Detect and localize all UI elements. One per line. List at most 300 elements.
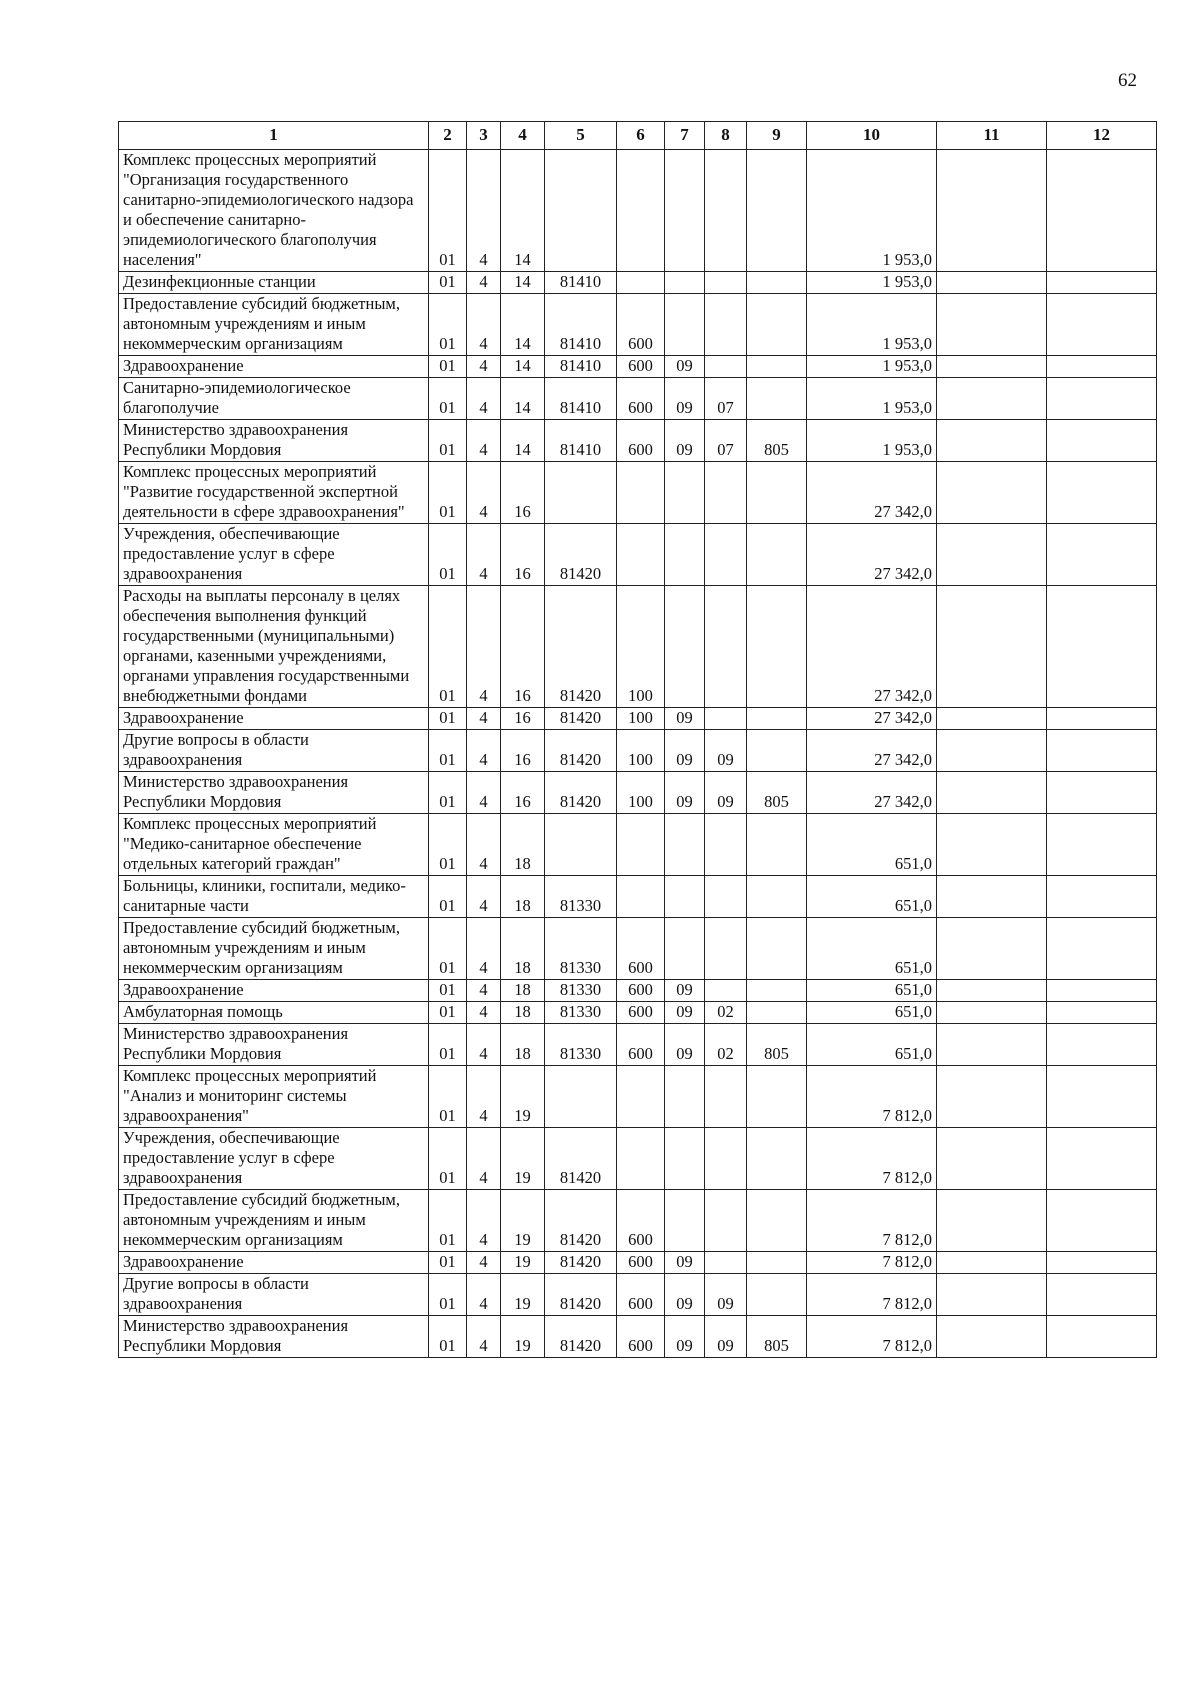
code-cell: 16 [501,708,545,730]
item-name: Комплекс процессных мероприятий "Медико-санитарное обеспечение отдельных категорий граждан" [119,814,429,876]
code-cell [747,356,807,378]
column-header: 2 [429,122,467,150]
code-cell: 4 [467,586,501,708]
item-name: Здравоохранение [119,708,429,730]
code-cell [545,814,617,876]
code-cell: 805 [747,772,807,814]
amount-cell [937,918,1047,980]
amount-cell [937,1190,1047,1252]
code-cell [747,1252,807,1274]
code-cell: 600 [617,294,665,356]
code-cell [705,462,747,524]
amount-cell [937,524,1047,586]
code-cell [665,462,705,524]
code-cell: 81420 [545,1190,617,1252]
table-row [119,1190,1157,1252]
code-cell [705,356,747,378]
code-cell: 81420 [545,586,617,708]
amount-cell: 7 812,0 [807,1190,937,1252]
code-cell: 18 [501,980,545,1002]
code-cell: 4 [467,420,501,462]
code-cell [747,918,807,980]
item-name: Другие вопросы в области здравоохранения [119,730,429,772]
code-cell: 100 [617,772,665,814]
code-cell: 09 [665,1002,705,1024]
code-cell: 4 [467,524,501,586]
amount-cell: 1 953,0 [807,378,937,420]
code-cell: 02 [705,1024,747,1066]
table-body [119,150,1157,1358]
code-cell: 4 [467,1274,501,1316]
amount-cell [937,462,1047,524]
code-cell: 09 [705,1274,747,1316]
code-cell: 4 [467,294,501,356]
amount-cell [1047,980,1157,1002]
code-cell: 01 [429,272,467,294]
code-cell: 4 [467,1316,501,1358]
code-cell: 01 [429,1274,467,1316]
code-cell: 81420 [545,1274,617,1316]
table-row [119,356,1157,378]
code-cell: 09 [665,730,705,772]
code-cell: 4 [467,272,501,294]
amount-cell: 1 953,0 [807,420,937,462]
page-number: 62 [1118,70,1137,91]
code-cell [705,708,747,730]
code-cell [545,462,617,524]
amount-cell [937,150,1047,272]
code-cell: 18 [501,814,545,876]
code-cell [665,524,705,586]
code-cell: 09 [705,730,747,772]
code-cell: 18 [501,1002,545,1024]
table-row [119,1252,1157,1274]
item-name: Амбулаторная помощь [119,1002,429,1024]
amount-cell [1047,356,1157,378]
code-cell: 14 [501,150,545,272]
code-cell: 100 [617,730,665,772]
table-row [119,294,1157,356]
code-cell: 09 [705,772,747,814]
item-name: Комплекс процессных мероприятий "Развитие государственной экспертной деятельности в сфере здравоохранения" [119,462,429,524]
code-cell [747,1274,807,1316]
code-cell: 09 [665,1274,705,1316]
amount-cell: 651,0 [807,814,937,876]
code-cell: 600 [617,1316,665,1358]
code-cell [747,730,807,772]
code-cell [665,876,705,918]
code-cell: 16 [501,586,545,708]
code-cell: 19 [501,1190,545,1252]
table-row [119,378,1157,420]
amount-cell: 1 953,0 [807,272,937,294]
code-cell: 81410 [545,356,617,378]
header-row [119,122,1157,150]
code-cell: 19 [501,1066,545,1128]
code-cell [617,876,665,918]
code-cell [705,814,747,876]
item-name: Здравоохранение [119,356,429,378]
code-cell: 01 [429,150,467,272]
code-cell: 01 [429,378,467,420]
amount-cell: 27 342,0 [807,772,937,814]
code-cell: 805 [747,420,807,462]
budget-table [118,121,1157,1358]
code-cell: 805 [747,1024,807,1066]
code-cell: 4 [467,1024,501,1066]
code-cell: 09 [665,378,705,420]
code-cell: 01 [429,708,467,730]
amount-cell [937,1128,1047,1190]
item-name: Предоставление субсидий бюджетным, автономным учреждениям и иным некоммерческим организациям [119,1190,429,1252]
code-cell [747,1190,807,1252]
code-cell: 4 [467,730,501,772]
item-name: Учреждения, обеспечивающие предоставление услуг в сфере здравоохранения [119,1128,429,1190]
code-cell [747,294,807,356]
code-cell [747,708,807,730]
item-name: Больницы, клиники, госпитали, медико-санитарные части [119,876,429,918]
code-cell: 4 [467,356,501,378]
code-cell: 100 [617,708,665,730]
code-cell: 01 [429,586,467,708]
code-cell: 14 [501,294,545,356]
item-name: Комплекс процессных мероприятий "Анализ и мониторинг системы здравоохранения" [119,1066,429,1128]
amount-cell [1047,1274,1157,1316]
code-cell: 01 [429,814,467,876]
code-cell [747,150,807,272]
code-cell [665,272,705,294]
code-cell: 4 [467,980,501,1002]
code-cell [705,524,747,586]
code-cell: 81420 [545,524,617,586]
code-cell: 4 [467,814,501,876]
code-cell: 18 [501,876,545,918]
item-name: Здравоохранение [119,980,429,1002]
code-cell: 01 [429,730,467,772]
code-cell [747,586,807,708]
amount-cell [937,1002,1047,1024]
amount-cell [937,272,1047,294]
code-cell: 16 [501,462,545,524]
code-cell: 19 [501,1252,545,1274]
item-name: Учреждения, обеспечивающие предоставление услуг в сфере здравоохранения [119,524,429,586]
amount-cell: 7 812,0 [807,1128,937,1190]
code-cell: 600 [617,1252,665,1274]
amount-cell [1047,1002,1157,1024]
amount-cell [937,1316,1047,1358]
code-cell: 805 [747,1316,807,1358]
code-cell: 81330 [545,1002,617,1024]
code-cell: 01 [429,1190,467,1252]
code-cell [705,876,747,918]
amount-cell: 651,0 [807,918,937,980]
code-cell: 14 [501,272,545,294]
code-cell: 4 [467,772,501,814]
amount-cell [1047,272,1157,294]
amount-cell [937,378,1047,420]
amount-cell [1047,876,1157,918]
code-cell: 81330 [545,1024,617,1066]
code-cell [747,1002,807,1024]
code-cell [747,1128,807,1190]
amount-cell [1047,1252,1157,1274]
amount-cell: 1 953,0 [807,356,937,378]
column-header: 12 [1047,122,1157,150]
amount-cell [937,814,1047,876]
amount-cell [937,980,1047,1002]
code-cell [747,814,807,876]
code-cell: 18 [501,918,545,980]
amount-cell [1047,586,1157,708]
amount-cell [937,420,1047,462]
amount-cell: 27 342,0 [807,524,937,586]
code-cell: 81330 [545,980,617,1002]
table-row [119,150,1157,272]
amount-cell [937,772,1047,814]
code-cell [705,272,747,294]
code-cell: 4 [467,150,501,272]
code-cell: 09 [665,772,705,814]
amount-cell: 27 342,0 [807,730,937,772]
table-row [119,980,1157,1002]
amount-cell [1047,772,1157,814]
code-cell: 600 [617,420,665,462]
item-name: Другие вопросы в области здравоохранения [119,1274,429,1316]
code-cell: 09 [665,1316,705,1358]
code-cell: 01 [429,918,467,980]
table-row [119,918,1157,980]
table-row [119,1002,1157,1024]
item-name: Предоставление субсидий бюджетным, автономным учреждениям и иным некоммерческим организациям [119,918,429,980]
amount-cell [1047,730,1157,772]
amount-cell: 7 812,0 [807,1316,937,1358]
table-row [119,524,1157,586]
amount-cell: 27 342,0 [807,462,937,524]
item-name: Предоставление субсидий бюджетным, автономным учреждениям и иным некоммерческим организациям [119,294,429,356]
amount-cell [1047,814,1157,876]
code-cell: 4 [467,1190,501,1252]
code-cell: 4 [467,1128,501,1190]
code-cell [747,1066,807,1128]
code-cell: 81330 [545,918,617,980]
amount-cell [1047,524,1157,586]
code-cell [665,1190,705,1252]
code-cell: 09 [665,1252,705,1274]
code-cell: 600 [617,980,665,1002]
item-name: Здравоохранение [119,1252,429,1274]
code-cell: 01 [429,462,467,524]
amount-cell [937,708,1047,730]
code-cell [705,586,747,708]
code-cell: 16 [501,730,545,772]
code-cell [747,272,807,294]
item-name: Расходы на выплаты персоналу в целях обеспечения выполнения функций государственными (муниципальными) органами, казенными учреждениями, органами управления государственными внебюджетными фондами [119,586,429,708]
amount-cell: 7 812,0 [807,1252,937,1274]
item-name: Министерство здравоохранения Республики Мордовия [119,772,429,814]
amount-cell [937,294,1047,356]
code-cell: 4 [467,1002,501,1024]
amount-cell [1047,294,1157,356]
code-cell: 07 [705,378,747,420]
code-cell [665,1066,705,1128]
code-cell: 01 [429,1002,467,1024]
code-cell [747,378,807,420]
column-header: 11 [937,122,1047,150]
amount-cell [1047,1128,1157,1190]
code-cell: 4 [467,1066,501,1128]
column-header: 9 [747,122,807,150]
column-header: 5 [545,122,617,150]
code-cell [705,1252,747,1274]
code-cell: 600 [617,1274,665,1316]
table-row [119,772,1157,814]
table-row [119,1128,1157,1190]
column-header: 1 [119,122,429,150]
code-cell: 01 [429,772,467,814]
code-cell [705,294,747,356]
amount-cell: 27 342,0 [807,586,937,708]
code-cell [705,918,747,980]
code-cell: 18 [501,1024,545,1066]
amount-cell: 651,0 [807,876,937,918]
amount-cell: 651,0 [807,1002,937,1024]
table-row [119,1066,1157,1128]
code-cell: 14 [501,356,545,378]
code-cell: 14 [501,420,545,462]
code-cell [617,814,665,876]
code-cell: 01 [429,1066,467,1128]
code-cell: 01 [429,420,467,462]
code-cell [545,150,617,272]
code-cell: 01 [429,524,467,586]
code-cell: 16 [501,524,545,586]
item-name: Дезинфекционные станции [119,272,429,294]
table-row [119,1024,1157,1066]
table-row [119,876,1157,918]
code-cell: 81410 [545,420,617,462]
code-cell [705,150,747,272]
code-cell [665,150,705,272]
item-name: Комплекс процессных мероприятий "Организация государственного санитарно-эпидемиологического надзора и обеспечение санитарно-эпидемиологического благополучия населения" [119,150,429,272]
code-cell: 81420 [545,1316,617,1358]
code-cell: 02 [705,1002,747,1024]
amount-cell: 7 812,0 [807,1066,937,1128]
amount-cell [937,586,1047,708]
column-header: 3 [467,122,501,150]
amount-cell [937,1252,1047,1274]
amount-cell [1047,918,1157,980]
column-header: 6 [617,122,665,150]
table-row [119,730,1157,772]
code-cell [705,980,747,1002]
column-header: 10 [807,122,937,150]
code-cell: 09 [665,708,705,730]
code-cell [705,1190,747,1252]
amount-cell [937,730,1047,772]
code-cell: 600 [617,378,665,420]
code-cell: 19 [501,1316,545,1358]
code-cell: 01 [429,1128,467,1190]
code-cell: 01 [429,1252,467,1274]
table-row [119,462,1157,524]
code-cell: 19 [501,1128,545,1190]
code-cell [705,1066,747,1128]
table-row [119,1316,1157,1358]
code-cell: 81410 [545,378,617,420]
amount-cell [937,356,1047,378]
amount-cell: 651,0 [807,1024,937,1066]
amount-cell [1047,420,1157,462]
code-cell: 07 [705,420,747,462]
code-cell: 4 [467,462,501,524]
amount-cell [937,1066,1047,1128]
code-cell: 09 [665,420,705,462]
code-cell: 100 [617,586,665,708]
table-row [119,272,1157,294]
code-cell: 600 [617,1190,665,1252]
code-cell [747,980,807,1002]
code-cell: 4 [467,708,501,730]
code-cell [665,586,705,708]
amount-cell [1047,1066,1157,1128]
item-name: Министерство здравоохранения Республики Мордовия [119,1024,429,1066]
code-cell [665,294,705,356]
code-cell: 81410 [545,294,617,356]
item-name: Министерство здравоохранения Республики Мордовия [119,1316,429,1358]
code-cell: 81420 [545,1252,617,1274]
code-cell [617,462,665,524]
code-cell [747,524,807,586]
code-cell: 81420 [545,1128,617,1190]
amount-cell: 1 953,0 [807,150,937,272]
code-cell [665,918,705,980]
item-name: Министерство здравоохранения Республики Мордовия [119,420,429,462]
code-cell [705,1128,747,1190]
code-cell [747,876,807,918]
code-cell: 19 [501,1274,545,1316]
amount-cell: 651,0 [807,980,937,1002]
code-cell: 4 [467,1252,501,1274]
code-cell [747,462,807,524]
column-header: 7 [665,122,705,150]
code-cell: 600 [617,918,665,980]
code-cell: 01 [429,1316,467,1358]
code-cell: 16 [501,772,545,814]
code-cell [545,1066,617,1128]
amount-cell [1047,1190,1157,1252]
amount-cell [1047,1024,1157,1066]
amount-cell: 1 953,0 [807,294,937,356]
code-cell: 14 [501,378,545,420]
amount-cell [937,876,1047,918]
code-cell: 01 [429,1024,467,1066]
table-row [119,1274,1157,1316]
amount-cell [937,1024,1047,1066]
code-cell [665,814,705,876]
code-cell: 01 [429,356,467,378]
amount-cell: 7 812,0 [807,1274,937,1316]
code-cell: 4 [467,378,501,420]
code-cell: 09 [665,1024,705,1066]
code-cell: 81410 [545,272,617,294]
code-cell: 4 [467,918,501,980]
amount-cell [1047,462,1157,524]
code-cell [617,272,665,294]
amount-cell [1047,1316,1157,1358]
code-cell: 09 [705,1316,747,1358]
code-cell: 01 [429,876,467,918]
code-cell: 4 [467,876,501,918]
